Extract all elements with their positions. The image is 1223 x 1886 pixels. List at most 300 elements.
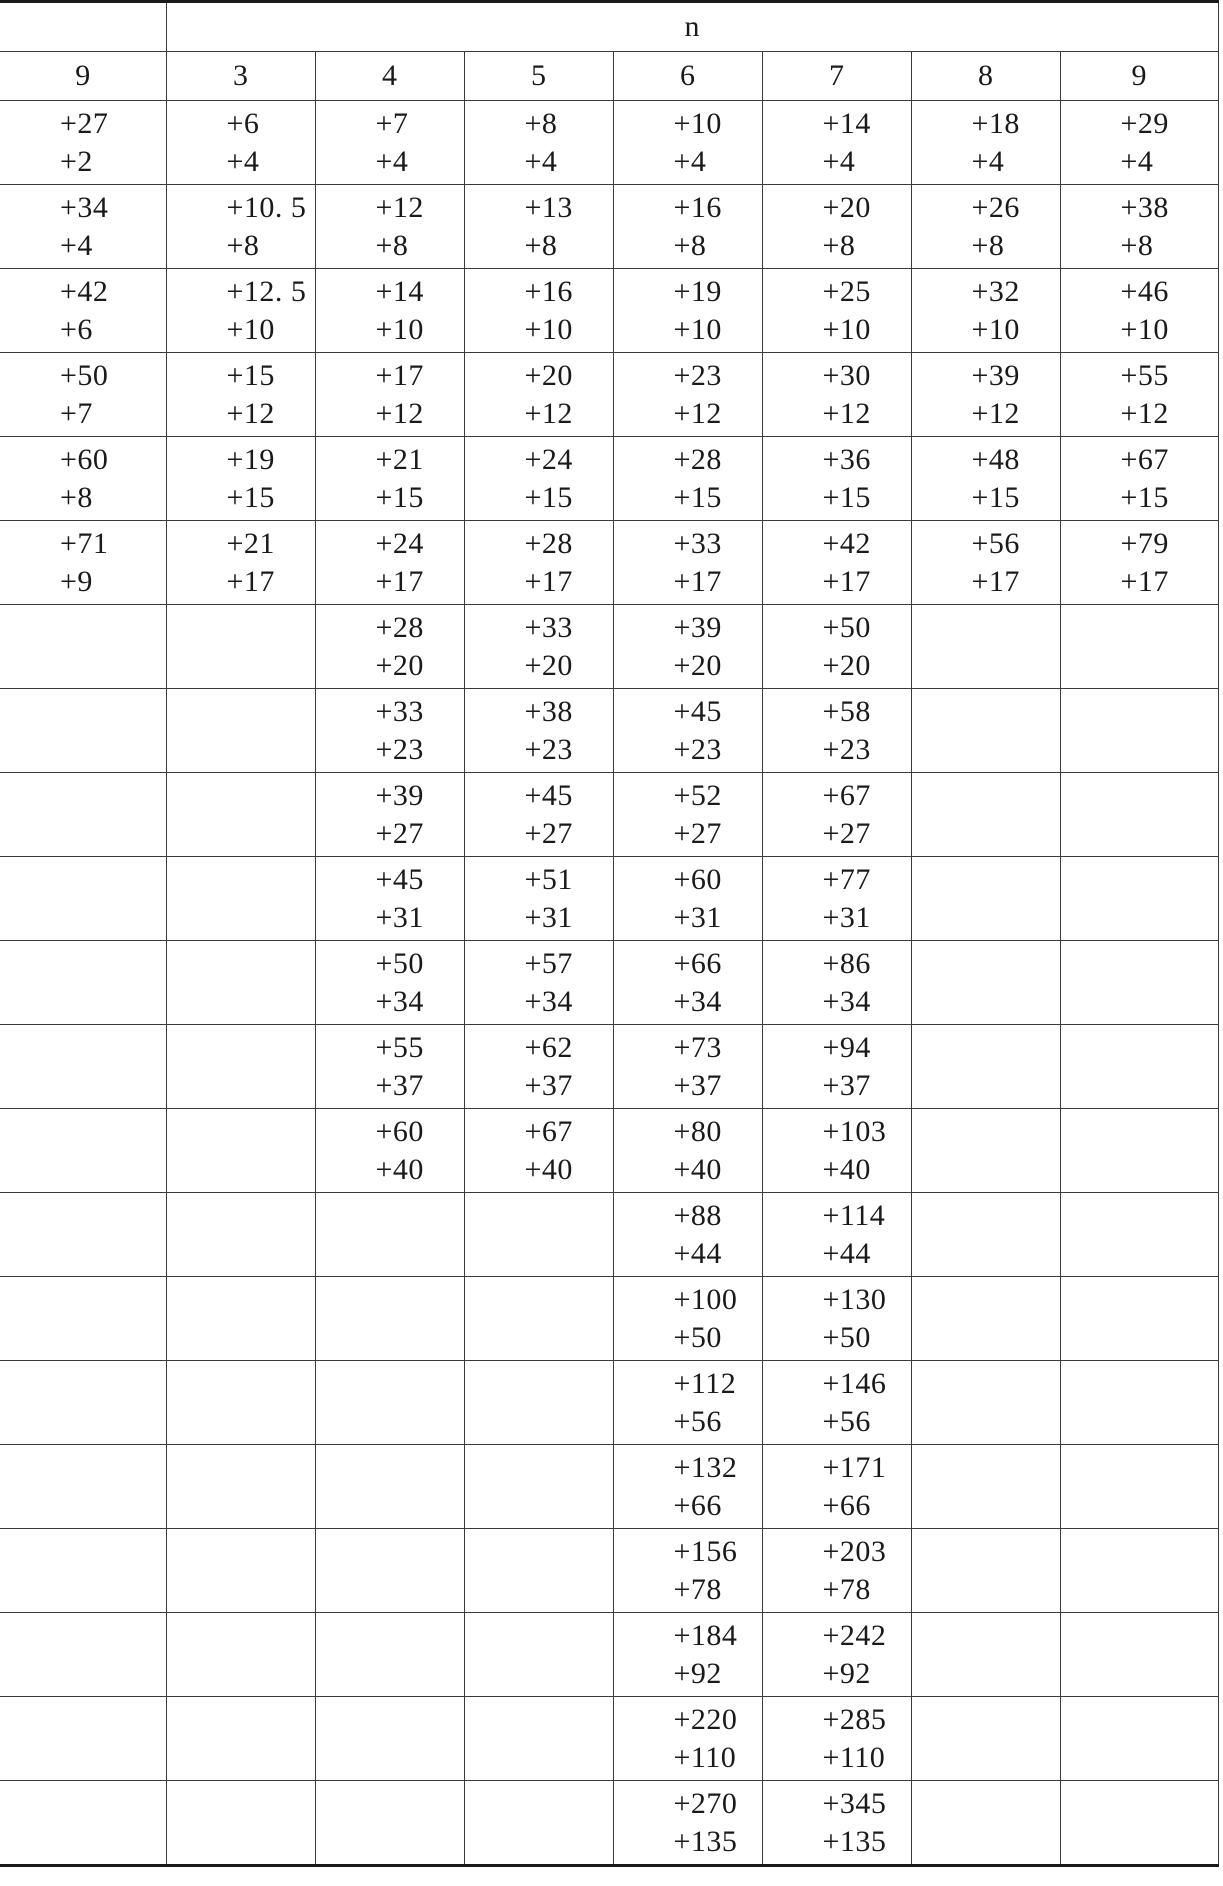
- cell-upper-value: +12: [375, 190, 424, 224]
- table-cell: [166, 1025, 315, 1109]
- table-cell: [166, 689, 315, 773]
- table-cell: [1060, 353, 1218, 437]
- table-cell: [1060, 1529, 1218, 1613]
- table-cell: [166, 353, 315, 437]
- table-row: [0, 185, 1218, 269]
- table-cell: [0, 437, 166, 521]
- cell-upper-value: +50: [822, 610, 871, 644]
- cell-upper-value: +50: [375, 946, 424, 980]
- cell-lower-value: +31: [673, 900, 722, 934]
- table-cell: [613, 437, 762, 521]
- table-cell: [762, 773, 911, 857]
- cell-upper-value: +57: [524, 946, 573, 980]
- cell-upper-value: +24: [375, 526, 424, 560]
- table-cell: [464, 1781, 613, 1866]
- table-cell: [464, 1361, 613, 1445]
- table-cell: [613, 857, 762, 941]
- cell-upper-value: +33: [524, 610, 573, 644]
- table-cell: [166, 857, 315, 941]
- column-header-first: 9: [0, 52, 166, 101]
- cell-upper-value: +45: [673, 694, 722, 728]
- cell-lower-value: +4: [673, 144, 707, 178]
- group-header-n: n: [166, 2, 1218, 52]
- cell-upper-value: +66: [673, 946, 722, 980]
- cell-lower-value: +9: [60, 564, 93, 598]
- cell-lower-value: +10: [1120, 312, 1169, 346]
- cell-upper-value: +130: [822, 1282, 887, 1316]
- cell-lower-value: +15: [971, 480, 1020, 514]
- table-cell: [315, 1025, 464, 1109]
- cell-upper-value: +73: [673, 1030, 722, 1064]
- cell-lower-value: +20: [375, 648, 424, 682]
- table-cell: [0, 1109, 166, 1193]
- table-cell: [166, 605, 315, 689]
- table-cell: [0, 353, 166, 437]
- table-cell: [911, 1277, 1060, 1361]
- cell-lower-value: +17: [971, 564, 1020, 598]
- table-cell: [613, 1193, 762, 1277]
- table-row: [0, 1277, 1218, 1361]
- cell-lower-value: +66: [673, 1488, 722, 1522]
- cell-upper-value: +19: [673, 274, 722, 308]
- table-cell: [315, 1109, 464, 1193]
- table-cell: [1060, 1445, 1218, 1529]
- cell-upper-value: +25: [822, 274, 871, 308]
- cell-upper-value: +19: [226, 442, 275, 476]
- table-cell: [762, 1529, 911, 1613]
- cell-lower-value: +15: [673, 480, 722, 514]
- cell-upper-value: +24: [524, 442, 573, 476]
- cell-lower-value: +40: [524, 1152, 573, 1186]
- table-cell: [1060, 1277, 1218, 1361]
- cell-lower-value: +8: [60, 480, 93, 514]
- cell-upper-value: +39: [971, 358, 1020, 392]
- table-cell: [315, 185, 464, 269]
- cell-upper-value: +39: [375, 778, 424, 812]
- cell-upper-value: +14: [822, 106, 871, 140]
- cell-upper-value: +285: [822, 1702, 887, 1736]
- cell-lower-value: +110: [673, 1740, 737, 1774]
- table-row: [0, 101, 1218, 185]
- table-cell: [911, 1529, 1060, 1613]
- cell-lower-value: +23: [375, 732, 424, 766]
- table-cell: [315, 353, 464, 437]
- table-cell: [762, 1445, 911, 1529]
- table-cell: [464, 605, 613, 689]
- table-cell: [1060, 605, 1218, 689]
- table-cell: [1060, 1025, 1218, 1109]
- table-cell: [464, 269, 613, 353]
- table-cell: [0, 857, 166, 941]
- table-cell: [613, 773, 762, 857]
- cell-lower-value: +8: [673, 228, 707, 262]
- cell-upper-value: +56: [971, 526, 1020, 560]
- table-cell: [762, 437, 911, 521]
- table-cell: [613, 101, 762, 185]
- cell-lower-value: +78: [822, 1572, 871, 1606]
- table-cell: [762, 689, 911, 773]
- table-cell: [464, 1193, 613, 1277]
- cell-lower-value: +15: [375, 480, 424, 514]
- cell-lower-value: +4: [524, 144, 558, 178]
- table-cell: [464, 1529, 613, 1613]
- table-cell: [911, 605, 1060, 689]
- table-cell: [911, 773, 1060, 857]
- table-cell: [166, 185, 315, 269]
- table-cell: [0, 1697, 166, 1781]
- table-cell: [911, 1361, 1060, 1445]
- cell-upper-value: +32: [971, 274, 1020, 308]
- cell-upper-value: +171: [822, 1450, 887, 1484]
- table-cell: [166, 437, 315, 521]
- table-row: [0, 857, 1218, 941]
- table-cell: [166, 773, 315, 857]
- table-cell: [613, 185, 762, 269]
- cell-lower-value: +37: [673, 1068, 722, 1102]
- cell-upper-value: +38: [1120, 190, 1169, 224]
- table-cell: [1060, 1109, 1218, 1193]
- table-cell: [315, 857, 464, 941]
- cell-upper-value: +34: [60, 190, 109, 224]
- table-cell: [464, 857, 613, 941]
- table-cell: [0, 269, 166, 353]
- table-cell: [613, 1697, 762, 1781]
- table-cell: [0, 1361, 166, 1445]
- cell-lower-value: +8: [375, 228, 409, 262]
- table-cell: [911, 185, 1060, 269]
- table-cell: [911, 1193, 1060, 1277]
- table-cell: [315, 1529, 464, 1613]
- table-cell: [613, 521, 762, 605]
- table-cell: [613, 1445, 762, 1529]
- table-cell: [0, 1193, 166, 1277]
- cell-lower-value: +40: [375, 1152, 424, 1186]
- cell-lower-value: +56: [673, 1404, 722, 1438]
- cell-upper-value: +20: [524, 358, 573, 392]
- cell-upper-value: +33: [673, 526, 722, 560]
- cell-lower-value: +66: [822, 1488, 871, 1522]
- table-row: [0, 1025, 1218, 1109]
- cell-lower-value: +27: [822, 816, 871, 850]
- table-cell: [464, 689, 613, 773]
- table-row: [0, 1109, 1218, 1193]
- cell-upper-value: +7: [375, 106, 409, 140]
- column-header-6: 9: [1060, 52, 1218, 101]
- table-row: [0, 269, 1218, 353]
- cell-lower-value: +4: [60, 228, 93, 262]
- table-cell: [464, 1697, 613, 1781]
- cell-lower-value: +12: [673, 396, 722, 430]
- cell-lower-value: +23: [822, 732, 871, 766]
- cell-lower-value: +50: [822, 1320, 871, 1354]
- cell-lower-value: +4: [822, 144, 856, 178]
- table-cell: [911, 521, 1060, 605]
- cell-lower-value: +27: [375, 816, 424, 850]
- cell-upper-value: +77: [822, 862, 871, 896]
- cell-upper-value: +46: [1120, 274, 1169, 308]
- cell-upper-value: +21: [375, 442, 424, 476]
- cell-upper-value: +23: [673, 358, 722, 392]
- cell-lower-value: +17: [226, 564, 275, 598]
- cell-lower-value: +10: [822, 312, 871, 346]
- table-cell: [1060, 185, 1218, 269]
- table-cell: [315, 605, 464, 689]
- table-cell: [464, 101, 613, 185]
- table-cell: [166, 1277, 315, 1361]
- table-cell: [464, 353, 613, 437]
- table-cell: [464, 941, 613, 1025]
- table-cell: [1060, 857, 1218, 941]
- table-cell: [166, 1613, 315, 1697]
- table-cell: [613, 1109, 762, 1193]
- cell-lower-value: +20: [822, 648, 871, 682]
- cell-upper-value: +30: [822, 358, 871, 392]
- cell-lower-value: +92: [673, 1656, 722, 1690]
- cell-lower-value: +20: [524, 648, 573, 682]
- table-cell: [762, 1109, 911, 1193]
- cell-upper-value: +6: [226, 106, 260, 140]
- table-cell: [762, 1613, 911, 1697]
- table-cell: [613, 1277, 762, 1361]
- column-header-5: 8: [911, 52, 1060, 101]
- table-row: [0, 1445, 1218, 1529]
- table-cell: [1060, 269, 1218, 353]
- cell-upper-value: +60: [60, 442, 109, 476]
- table-cell: [1060, 437, 1218, 521]
- table-cell: [166, 1781, 315, 1866]
- table-cell: [762, 1193, 911, 1277]
- table-cell: [315, 101, 464, 185]
- table-row: [0, 521, 1218, 605]
- column-header-0: 3: [166, 52, 315, 101]
- table-cell: [315, 1613, 464, 1697]
- table-cell: [911, 1697, 1060, 1781]
- table-cell: [911, 1445, 1060, 1529]
- table-cell: [911, 437, 1060, 521]
- table-cell: [613, 353, 762, 437]
- table-row: [0, 773, 1218, 857]
- table-cell: [613, 1361, 762, 1445]
- cell-lower-value: +15: [1120, 480, 1169, 514]
- cell-lower-value: +8: [524, 228, 558, 262]
- table-cell: [464, 1277, 613, 1361]
- table-row: [0, 689, 1218, 773]
- table-cell: [315, 1277, 464, 1361]
- table-cell: [315, 941, 464, 1025]
- cell-lower-value: +12: [524, 396, 573, 430]
- table-cell: [464, 1613, 613, 1697]
- table-cell: [613, 1613, 762, 1697]
- cell-lower-value: +17: [524, 564, 573, 598]
- table-cell: [911, 1025, 1060, 1109]
- table-cell: [762, 353, 911, 437]
- cell-upper-value: +8: [524, 106, 558, 140]
- table-cell: [911, 1109, 1060, 1193]
- table-cell: [1060, 1781, 1218, 1866]
- table-cell: [1060, 101, 1218, 185]
- cell-lower-value: +12: [971, 396, 1020, 430]
- cell-lower-value: +37: [524, 1068, 573, 1102]
- cell-upper-value: +42: [822, 526, 871, 560]
- table-row: [0, 437, 1218, 521]
- cell-lower-value: +34: [524, 984, 573, 1018]
- cell-upper-value: +112: [673, 1366, 737, 1400]
- table-cell: [1060, 521, 1218, 605]
- cell-upper-value: +52: [673, 778, 722, 812]
- table-cell: [1060, 773, 1218, 857]
- table-cell: [1060, 689, 1218, 773]
- table-cell: [0, 773, 166, 857]
- cell-lower-value: +92: [822, 1656, 871, 1690]
- cell-lower-value: +31: [524, 900, 573, 934]
- table-cell: [166, 1529, 315, 1613]
- cell-upper-value: +156: [673, 1534, 738, 1568]
- cell-upper-value: +345: [822, 1786, 887, 1820]
- cell-upper-value: +33: [375, 694, 424, 728]
- cell-lower-value: +17: [1120, 564, 1169, 598]
- table-cell: [0, 521, 166, 605]
- table-cell: [613, 1781, 762, 1866]
- table-cell: [0, 1445, 166, 1529]
- table-cell: [762, 857, 911, 941]
- cell-lower-value: +27: [524, 816, 573, 850]
- cell-upper-value: +103: [822, 1114, 887, 1148]
- table-row: [0, 1529, 1218, 1613]
- table-cell: [464, 521, 613, 605]
- cell-upper-value: +55: [375, 1030, 424, 1064]
- cell-lower-value: +17: [375, 564, 424, 598]
- table-cell: [1060, 1193, 1218, 1277]
- table-cell: [315, 1445, 464, 1529]
- table-cell: [464, 1109, 613, 1193]
- table-row: [0, 1361, 1218, 1445]
- table-row: [0, 1697, 1218, 1781]
- cell-upper-value: +13: [524, 190, 573, 224]
- cell-lower-value: +7: [60, 396, 93, 430]
- cell-upper-value: +50: [60, 358, 109, 392]
- table-cell: [613, 1025, 762, 1109]
- table-cell: [762, 941, 911, 1025]
- table-cell: [464, 1025, 613, 1109]
- cell-upper-value: +184: [673, 1618, 738, 1652]
- cell-lower-value: +10: [673, 312, 722, 346]
- table-cell: [166, 1361, 315, 1445]
- cell-lower-value: +40: [673, 1152, 722, 1186]
- cell-lower-value: +4: [1120, 144, 1154, 178]
- cell-upper-value: +60: [375, 1114, 424, 1148]
- cell-upper-value: +88: [673, 1198, 722, 1232]
- cell-lower-value: +10: [524, 312, 573, 346]
- cell-upper-value: +71: [60, 526, 109, 560]
- table-cell: [166, 1697, 315, 1781]
- cell-upper-value: +38: [524, 694, 573, 728]
- cell-upper-value: +10: [673, 106, 722, 140]
- cell-upper-value: +45: [375, 862, 424, 896]
- cell-upper-value: +55: [1120, 358, 1169, 392]
- cell-upper-value: +14: [375, 274, 424, 308]
- cell-upper-value: +28: [524, 526, 573, 560]
- cell-lower-value: +110: [822, 1740, 886, 1774]
- table-cell: [1060, 941, 1218, 1025]
- table-cell: [762, 1025, 911, 1109]
- table-cell: [762, 521, 911, 605]
- cell-lower-value: +31: [375, 900, 424, 934]
- cell-lower-value: +8: [1120, 228, 1154, 262]
- column-header-row: [0, 52, 1218, 101]
- table-cell: [0, 941, 166, 1025]
- cell-lower-value: +15: [822, 480, 871, 514]
- table-row: [0, 1781, 1218, 1866]
- cell-upper-value: +60: [673, 862, 722, 896]
- table-row: [0, 1613, 1218, 1697]
- table-cell: [762, 269, 911, 353]
- table-cell: [315, 1361, 464, 1445]
- table-cell: [613, 605, 762, 689]
- column-header-1: 4: [315, 52, 464, 101]
- cell-lower-value: +40: [822, 1152, 871, 1186]
- table-cell: [911, 1613, 1060, 1697]
- table-cell: [315, 269, 464, 353]
- table-cell: [1060, 1697, 1218, 1781]
- table-cell: [911, 857, 1060, 941]
- table-cell: [315, 1193, 464, 1277]
- table-cell: [762, 1361, 911, 1445]
- cell-lower-value: +10: [226, 312, 275, 346]
- table-cell: [315, 1781, 464, 1866]
- table-cell: [315, 1697, 464, 1781]
- table-cell: [0, 101, 166, 185]
- cell-lower-value: +37: [822, 1068, 871, 1102]
- cell-upper-value: +28: [673, 442, 722, 476]
- table-cell: [315, 521, 464, 605]
- table-cell: [613, 689, 762, 773]
- cell-lower-value: +2: [60, 144, 93, 178]
- table-cell: [166, 521, 315, 605]
- cell-upper-value: +36: [822, 442, 871, 476]
- cell-lower-value: +23: [673, 732, 722, 766]
- table-cell: [1060, 1613, 1218, 1697]
- cell-upper-value: +17: [375, 358, 424, 392]
- cell-lower-value: +17: [822, 564, 871, 598]
- cell-upper-value: +45: [524, 778, 573, 812]
- table-cell: [911, 1781, 1060, 1866]
- cell-upper-value: +242: [822, 1618, 887, 1652]
- cell-upper-value: +28: [375, 610, 424, 644]
- table-row: [0, 605, 1218, 689]
- cell-lower-value: +56: [822, 1404, 871, 1438]
- table-cell: [0, 1529, 166, 1613]
- table-cell: [762, 605, 911, 689]
- cell-lower-value: +34: [822, 984, 871, 1018]
- table-cell: [315, 437, 464, 521]
- cell-lower-value: +37: [375, 1068, 424, 1102]
- cell-upper-value: +48: [971, 442, 1020, 476]
- cell-upper-value: +29: [1120, 106, 1169, 140]
- table-cell: [762, 1277, 911, 1361]
- table-row: [0, 1193, 1218, 1277]
- table-cell: [762, 185, 911, 269]
- table-cell: [911, 101, 1060, 185]
- cell-upper-value: +270: [673, 1786, 738, 1820]
- cell-upper-value: +10. 5: [226, 190, 307, 224]
- cell-upper-value: +67: [822, 778, 871, 812]
- table-cell: [911, 689, 1060, 773]
- cell-upper-value: +203: [822, 1534, 887, 1568]
- cell-lower-value: +135: [822, 1824, 887, 1858]
- cell-upper-value: +16: [673, 190, 722, 224]
- cell-upper-value: +18: [971, 106, 1020, 140]
- group-header-row: [0, 2, 1218, 52]
